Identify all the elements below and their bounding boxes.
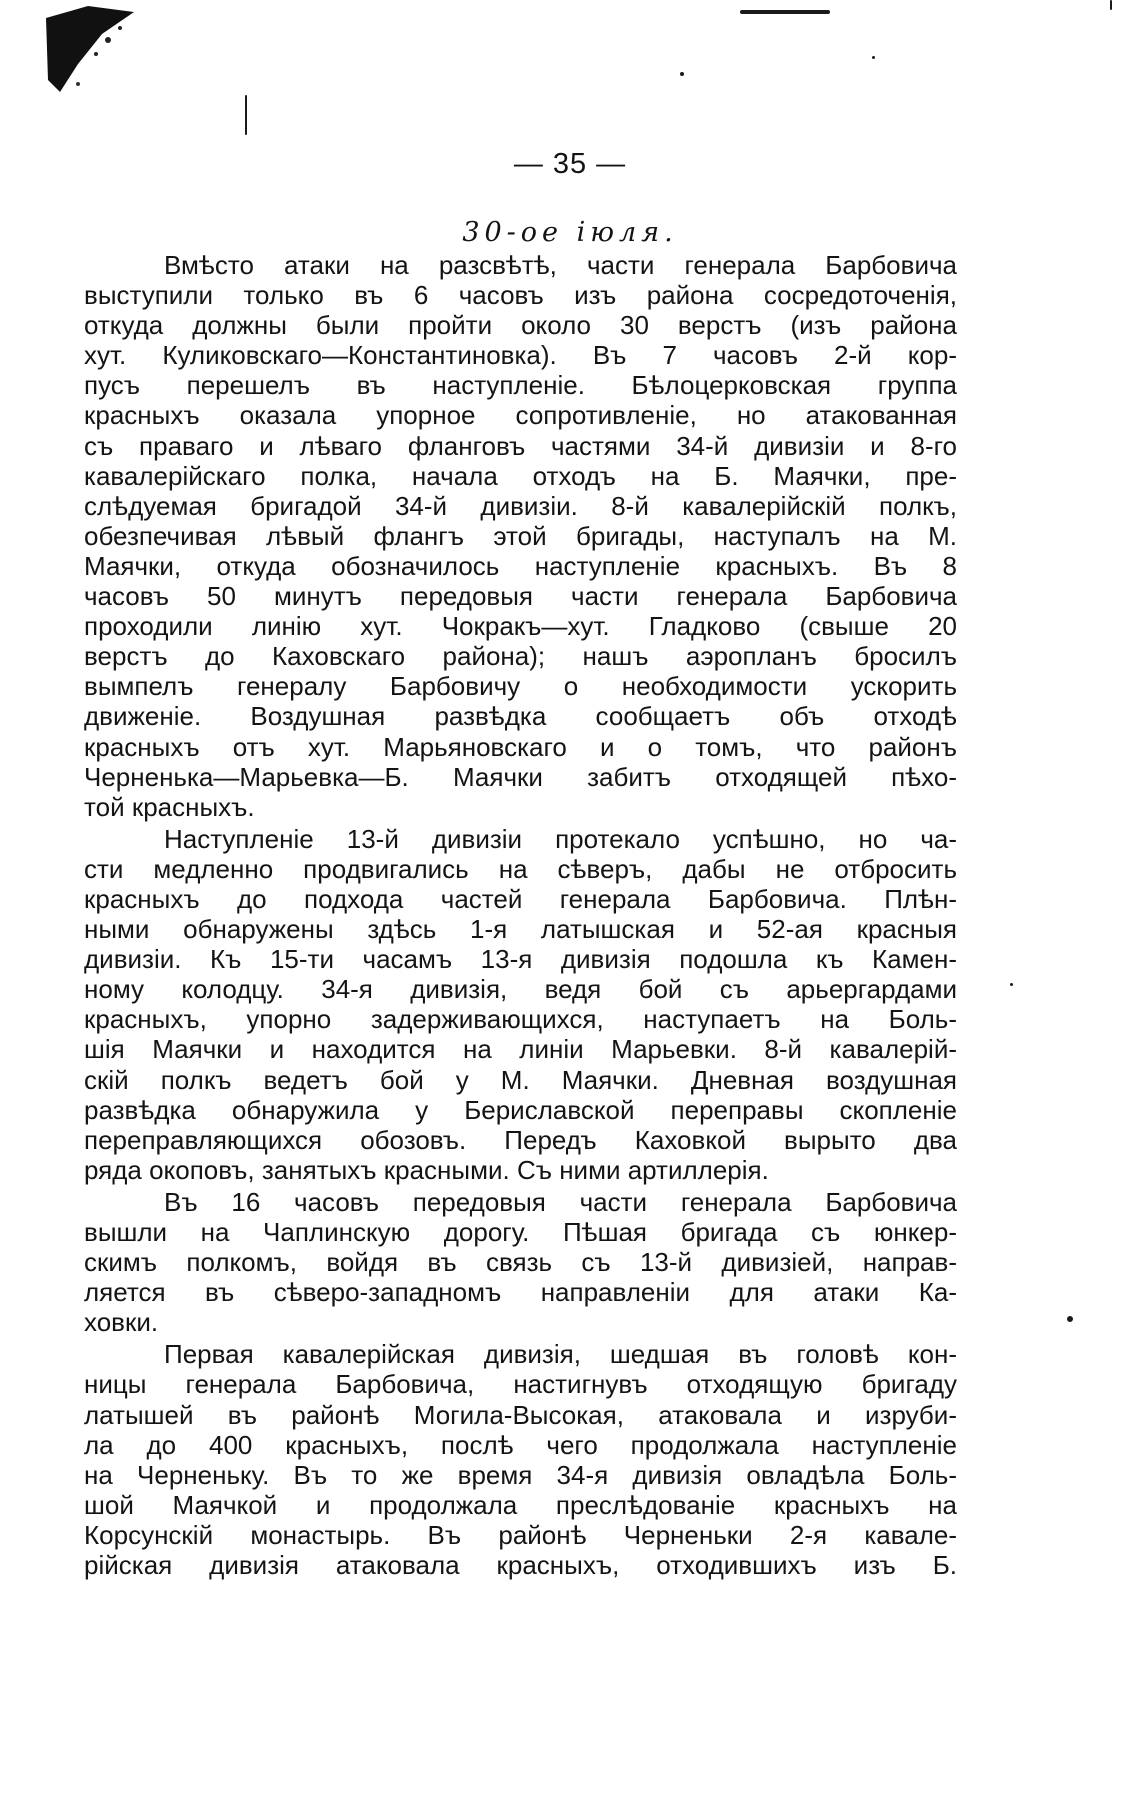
text-line: дивизіи. Къ 15-ти часамъ 13-я дивизія подошла къ Камен- (84, 944, 957, 975)
text-line: верстъ до Каховскаго района); нашъ аэропланъ бросилъ (84, 641, 957, 672)
text-line: ла до 400 красныхъ, послѣ чего продолжала наступленіе (84, 1429, 957, 1460)
text-line: на Черненьку. Въ то же время 34-я дивизія овладѣла Боль- (84, 1459, 957, 1490)
text-line: откуда должны были пройти около 30 верстъ (изъ района (84, 310, 957, 341)
text-line: хут. Куликовскаго—Константиновка). Въ 7 часовъ 2-й кор- (84, 340, 957, 371)
text-line: красныхъ оказала упорное сопротивленіе, но атакованная (84, 400, 957, 431)
text-line: обезпечивая лѣвый флангъ этой бригады, наступалъ на М. (84, 520, 957, 551)
text-line: шой Маячкой и продолжала преслѣдованіе красныхъ на (84, 1489, 957, 1520)
text-line: Наступленіе 13-й дивизіи протекало успѣшно, но ча- (164, 823, 957, 854)
text-line: красныхъ отъ хут. Марьяновскаго и о томъ, что районъ (84, 731, 957, 762)
text-line: слѣдуемая бригадой 34-й дивизіи. 8-й кавалерійскій полкъ, (84, 490, 957, 521)
date-heading: 30-ое іюля. (462, 217, 678, 248)
scan-speck (680, 72, 684, 76)
text-line: Вмѣсто атаки на разсвѣтѣ, части генерала Барбовича (164, 250, 957, 280)
scan-speck (872, 56, 875, 59)
text-line: той красныхъ. (84, 791, 255, 822)
text-line: красныхъ до подхода частей генерала Барбовича. Плѣн- (84, 883, 957, 914)
text-line: скій полкъ ведетъ бой у М. Маячки. Дневная воздушная (84, 1064, 957, 1095)
text-line: вымпелъ генералу Барбовичу о необходимости ускорить (84, 671, 957, 702)
text-line: Въ 16 часовъ передовыя части генерала Барбовича (164, 1186, 957, 1217)
text-line: кавалерійскаго полка, начала отходъ на Б. Маячки, пре- (84, 460, 957, 491)
scan-speck (1110, 0, 1112, 10)
text-line: шія Маячки и находится на линіи Марьевки. 8-й кавалерій- (84, 1034, 957, 1065)
text-line: рійская дивизія атаковала красныхъ, отходившихъ изъ Б. (84, 1550, 957, 1581)
scan-speck (1067, 1316, 1073, 1322)
text-line: Черненька—Марьевка—Б. Маячки забитъ отходящей пѣхо- (84, 761, 957, 792)
page-number: — 35 — (513, 148, 627, 180)
text-line: Первая кавалерійская дивизія, шедшая въ головѣ кон- (164, 1339, 957, 1370)
text-line: ховки. (84, 1307, 159, 1338)
scan-blot (38, 4, 158, 96)
text-line: скимъ полкомъ, войдя въ связь съ 13-й дивизіей, направ- (84, 1247, 957, 1278)
text-line: пусъ перешелъ въ наступленіе. Бѣлоцерковская группа (84, 370, 957, 401)
text-line: Маячки, откуда обозначилось наступленіе красныхъ. Въ 8 (84, 550, 957, 581)
text-line: Корсунскій монастырь. Въ районѣ Черненьки 2-я кавале- (84, 1519, 957, 1550)
scan-speck (1010, 983, 1013, 986)
text-line: выступили только въ 6 часовъ изъ района сосредоточенія, (84, 280, 957, 311)
text-line: ными обнаружены здѣсь 1-я латышская и 52-ая красныя (84, 914, 957, 945)
text-line: латышей въ районѣ Могила-Высокая, атаковала и изруби- (84, 1399, 957, 1430)
text-line: переправляющихся обозовъ. Передъ Каховкой вырыто два (84, 1124, 957, 1155)
text-line: развѣдка обнаружила у Бериславской переправы скопленіе (84, 1094, 957, 1125)
text-line: ницы генерала Барбовича, настигнувъ отходящую бригаду (84, 1369, 957, 1400)
text-line: сти медленно продвигались на сѣверъ, дабы не отбросить (84, 853, 957, 884)
text-line: красныхъ, упорно задерживающихся, наступаетъ на Боль- (84, 1004, 957, 1035)
text-line: съ праваго и лѣваго фланговъ частями 34-й дивизіи и 8-го (84, 430, 957, 461)
text-line: ному колодцу. 34-я дивизія, ведя бой съ арьергардами (84, 974, 957, 1005)
text-line: ряда окоповъ, занятыхъ красными. Съ ними артиллерія. (84, 1154, 769, 1185)
text-line: движеніе. Воздушная развѣдка сообщаетъ объ отходѣ (84, 701, 957, 732)
text-line: ляется въ сѣверо-западномъ направленіи для атаки Ка- (84, 1277, 957, 1308)
scan-speck (740, 10, 830, 14)
text-line: часовъ 50 минутъ передовыя части генерала Барбовича (84, 581, 957, 612)
text-line: проходили линію хут. Чокракъ—хут. Гладково (свыше 20 (84, 611, 957, 642)
body-text (84, 250, 957, 1580)
scan-speck (245, 95, 247, 135)
text-line: вышли на Чаплинскую дорогу. Пѣшая бригада съ юнкер- (84, 1217, 957, 1247)
